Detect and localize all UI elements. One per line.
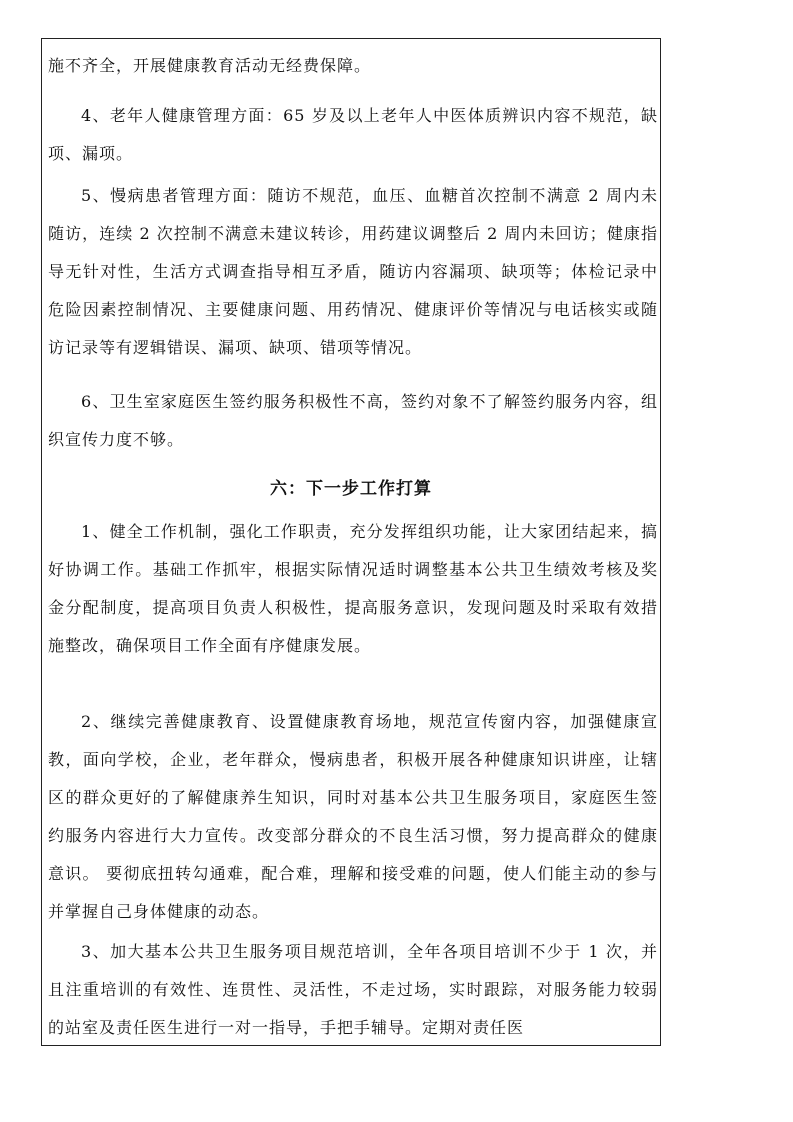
plan-item-1: 1、健全工作机制，强化工作职责，充分发挥组织功能，让大家团结起来，搞好协调工作。基础工作抓牢，根据实际情况适时调整基本公共卫生绩效考核及奖金分配制度，提高项目负责人积极性，提高服务意识，发现问题及时采取有效措施整改，确保项目工作全面有序健康发展。 <box>48 522 658 655</box>
paragraph-family-doctor: 6、卫生室家庭医生签约服务积极性不高，签约对象不了解签约服务内容，组织宣传力度不够。 <box>48 392 658 449</box>
paragraph-elderly-health: 4、老年人健康管理方面：65 岁及以上老年人中医体质辨识内容不规范，缺项、漏项。 <box>48 106 658 163</box>
paragraph-continued: 施不齐全，开展健康教育活动无经费保障。 <box>48 56 372 75</box>
plan-item-3: 3、加大基本公共卫生服务项目规范培训，全年各项目培训不少于 1 次，并且注重培训的有效性、连贯性、灵活性，不走过场，实时跟踪，对服务能力较弱的站室及责任医生进行一对一指导，手把手辅导。定期对责任医 <box>48 942 658 1037</box>
plan-item-2: 2、继续完善健康教育、设置健康教育场地，规范宣传窗内容，加强健康宣教，面向学校，企业，老年群众，慢病患者，积极开展各种健康知识讲座，让辖区的群众更好的了解健康养生知识，同时对基本公共卫生服务项目，家庭医生签约服务内容进行大力宣传。改变部分群众的不良生活习惯，努力提高群众的健康意识。 要彻底扭转勾通难，配合难，理解和接受难的问题，使人们能主动的参与并掌握自己身体健康的动态。 <box>48 712 658 921</box>
section-heading: 六：下一步工作打算 <box>270 479 432 499</box>
paragraph-chronic-disease: 5、慢病患者管理方面：随访不规范，血压、血糖首次控制不满意 2 周内未随访，连续 2 次控制不满意未建议转诊，用药建议调整后 2 周内未回访；健康指导无针对性，生活方式调查指导相互矛盾，随访内容漏项、缺项等；体检记录中危险因素控制情况、主要健康问题、用药情况、健康评价等情况与电话核实或随访记录等有逻辑错误、漏项、缺项、错项等情况。 <box>48 186 658 357</box>
